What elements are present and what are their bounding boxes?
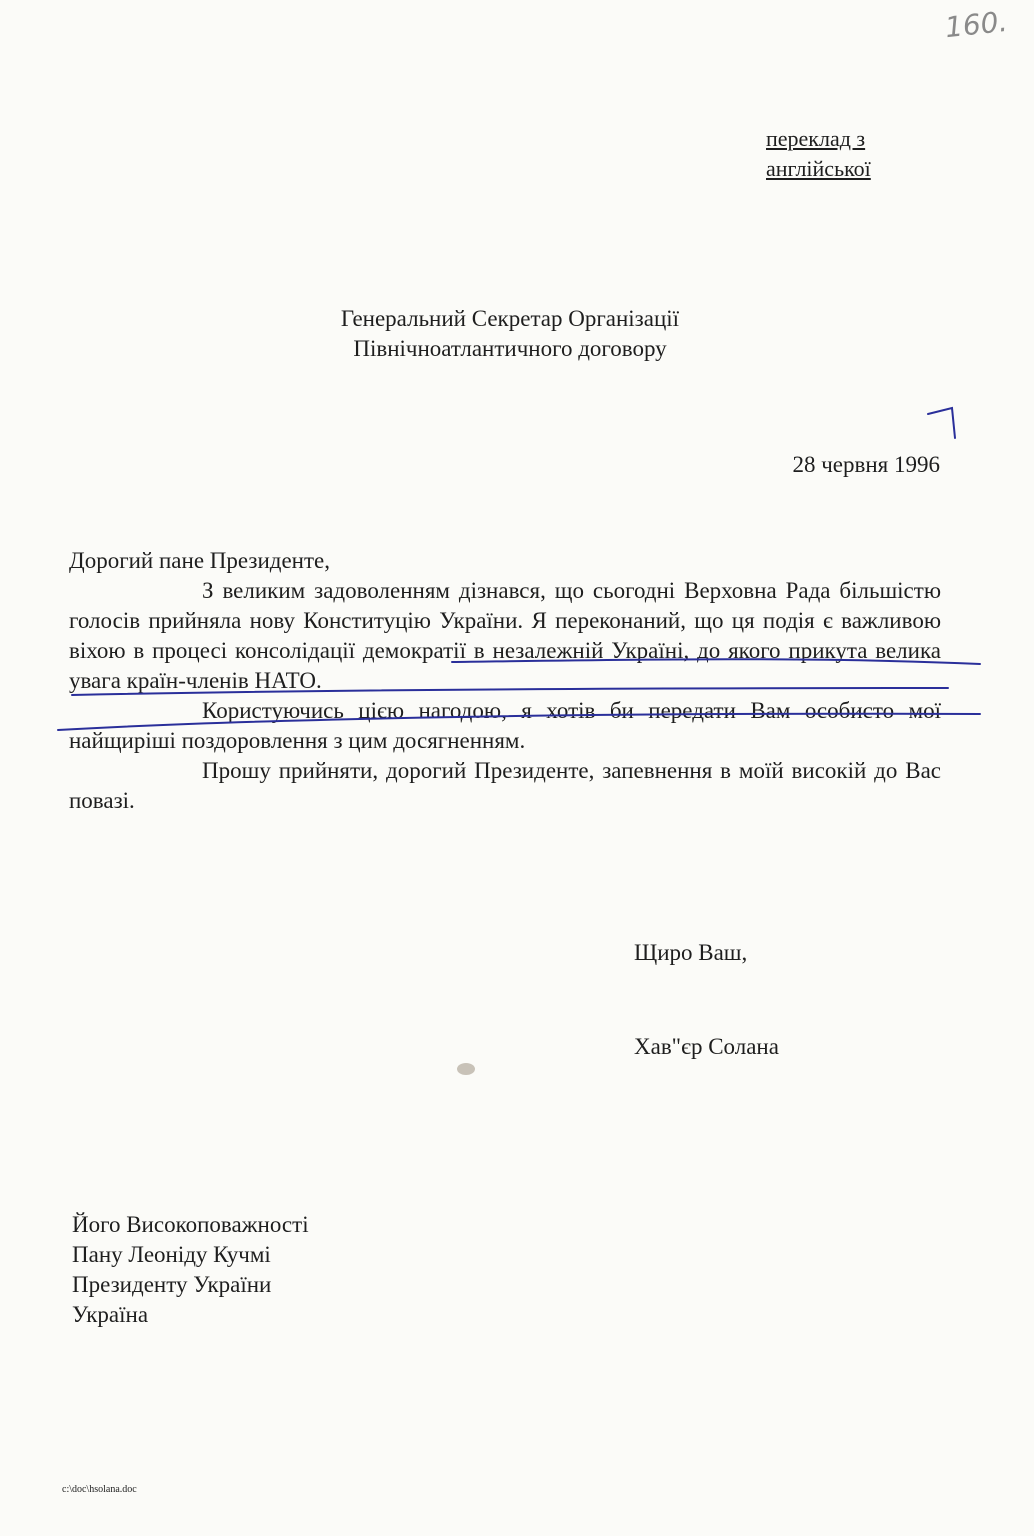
handwritten-page-number: 160. [943, 4, 1009, 45]
closing-block [634, 938, 779, 1062]
paper-spot [457, 1063, 475, 1075]
closing-phrase: Щиро Ваш, [634, 940, 748, 965]
file-path: c:\doc\hsolana.doc [62, 1484, 137, 1495]
pen-mark-tick [928, 408, 955, 438]
addressee-line-3: Президенту України [72, 1272, 272, 1297]
translation-note [766, 124, 871, 184]
translation-note-line-1: переклад з [766, 126, 866, 151]
signature-name: Хав"єр Солана [634, 1034, 779, 1059]
addressee-block [72, 1210, 309, 1330]
paragraph-3: Прошу прийняти, дорогий Президенте, запевнення в моїй високій до Вас повазі. [69, 758, 941, 813]
addressee-line-1: Його Високоповажності [72, 1212, 309, 1237]
salutation: Дорогий пане Президенте, [69, 548, 330, 573]
sender-line-1: Генеральний Секретар Організації [340, 306, 680, 331]
paragraph-2: Користуючись цією нагодою, я хотів би передати Вам особисто мої найщиріші поздоровлення з цим досягненням. [69, 698, 941, 753]
addressee-line-4: Україна [72, 1302, 149, 1327]
sender-heading [200, 304, 820, 364]
sender-line-2: Північноатлантичного договору [353, 336, 667, 361]
addressee-line-2: Пану Леоніду Кучмі [72, 1242, 271, 1267]
translation-note-line-2: англійської [766, 156, 871, 181]
letter-body [69, 546, 941, 816]
paragraph-1: З великим задоволенням дізнався, що сьогодні Верховна Рада більшістю голосів прийняла нову Конституцію України. Я переконаний, що ця подія є важливою віхою в процесі консолідації демократії в незалежній Україні, до якого прикута велика увага країн-членів НАТО. [69, 578, 941, 693]
letter-date: 28 червня 1996 [792, 452, 940, 477]
